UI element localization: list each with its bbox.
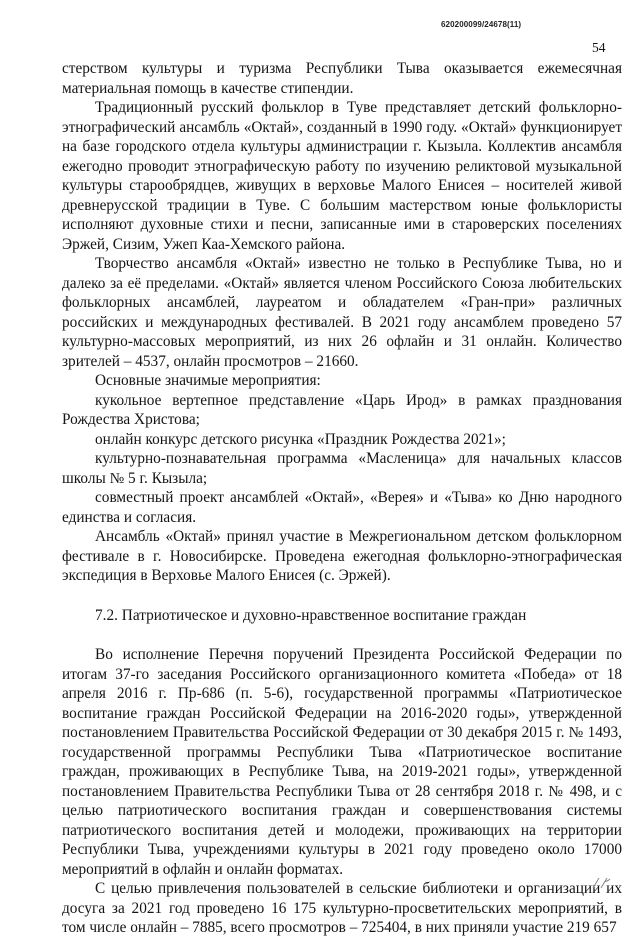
section-heading: 7.2. Патриотическое и духовно-нравственное воспитание граждан bbox=[95, 606, 527, 624]
paragraph: стерством культуры и туризма Республики Тыва оказывается ежемесячная материальная помощь в качестве стипендии. bbox=[62, 60, 622, 97]
paragraph: Творчество ансамбля «Октай» известно не только в Республике Тыва, но и далеко за её пределами. «Октай» является членом Российского Союза любительских фольклорных ансамблей, лауреатом и обладателем «Гран-при» различных российских и международных фестивалей. В 2021 году ансамблем проведено 57 культурно-массовых мероприятий, из них 26 офлайн и 31 онлайн. Количество зрителей – 4537, онлайн просмотров – 21660. bbox=[62, 255, 622, 370]
document-id: 620200099/24678(11) bbox=[441, 20, 522, 29]
document-body bbox=[62, 59, 622, 938]
handwritten-mark bbox=[590, 876, 612, 893]
list-item: совместный проект ансамблей «Октай», «Верея» и «Тыва» ко Дню народного единства и согласия. bbox=[62, 489, 622, 526]
list-item: онлайн конкурс детского рисунка «Праздник Рождества 2021»; bbox=[95, 430, 506, 448]
paragraph: Традиционный русский фольклор в Туве представляет детский фольклорно-этнографический ансамбль «Октай», созданный в 1990 году. «Октай» функционирует на базе городского отдела культуры администрации г. Кызыла. Коллектив ансамбля ежегодно проводит этнографическую работу по изучению реликтовой музыкальной культуры старообрядцев, живущих в верховье Малого Енисея – носителей живой древнерусской традиции в Туве. С большим мастерством юные фольклористы исполняют духовные стихи и песни, записанные ими в староверских поселениях Эржей, Сизим, Ужеп Каа-Хемского района. bbox=[62, 99, 622, 253]
paragraph: Во исполнение Перечня поручений Президента Российской Федерации по итогам 37-го заседания Российского организационного комитета «Победа» от 18 апреля 2016 г. Пр-686 (п. 5-6), государственной программы «Патриотическое воспитание граждан Российской Федерации на 2016-2020 годы», утвержденной постановлением Правительства Российской Федерации от 30 декабря 2015 г. № 1493, государственной программы Республики Тыва «Патриотическое воспитание граждан, проживающих в Республике Тыва, на 2019-2021 годы», утвержденной постановлением Правительства Республики Тыва от 28 сентября 2018 г. № 498, и с целью патриотического воспитания граждан и совершенствования системы патриотического воспитания детей и молодежи, проживающих на территории Республики Тыва, учреждениями культуры в 2021 году проведено около 17000 мероприятий в офлайн и онлайн форматах. bbox=[62, 646, 622, 878]
paragraph: С целью привлечения пользователей в сельские библиотеки и организации их досуга за 2021 год проведено 16 175 культурно-просветительских мероприятий, в том числе онлайн – 7885, всего просмотров – 725404, в них приняли участие 219 657 bbox=[62, 880, 622, 936]
paragraph: Основные значимые мероприятия: bbox=[95, 372, 321, 389]
paragraph: Ансамбль «Октай» принял участие в Межрегиональном детском фольклорном фестивале в г. Новосибирске. Проведена ежегодная фольклорно-этнографическая экспедиция в Верховье Малого Енисея (с. Эржей). bbox=[62, 528, 622, 584]
page-number: 54 bbox=[592, 40, 606, 55]
list-item: кукольное вертепное представление «Царь Ирод» в рамках празднования Рождества Христова; bbox=[62, 391, 622, 428]
list-item: культурно-познавательная программа «Масленица» для начальных классов школы № 5 г. Кызыла; bbox=[62, 450, 622, 487]
